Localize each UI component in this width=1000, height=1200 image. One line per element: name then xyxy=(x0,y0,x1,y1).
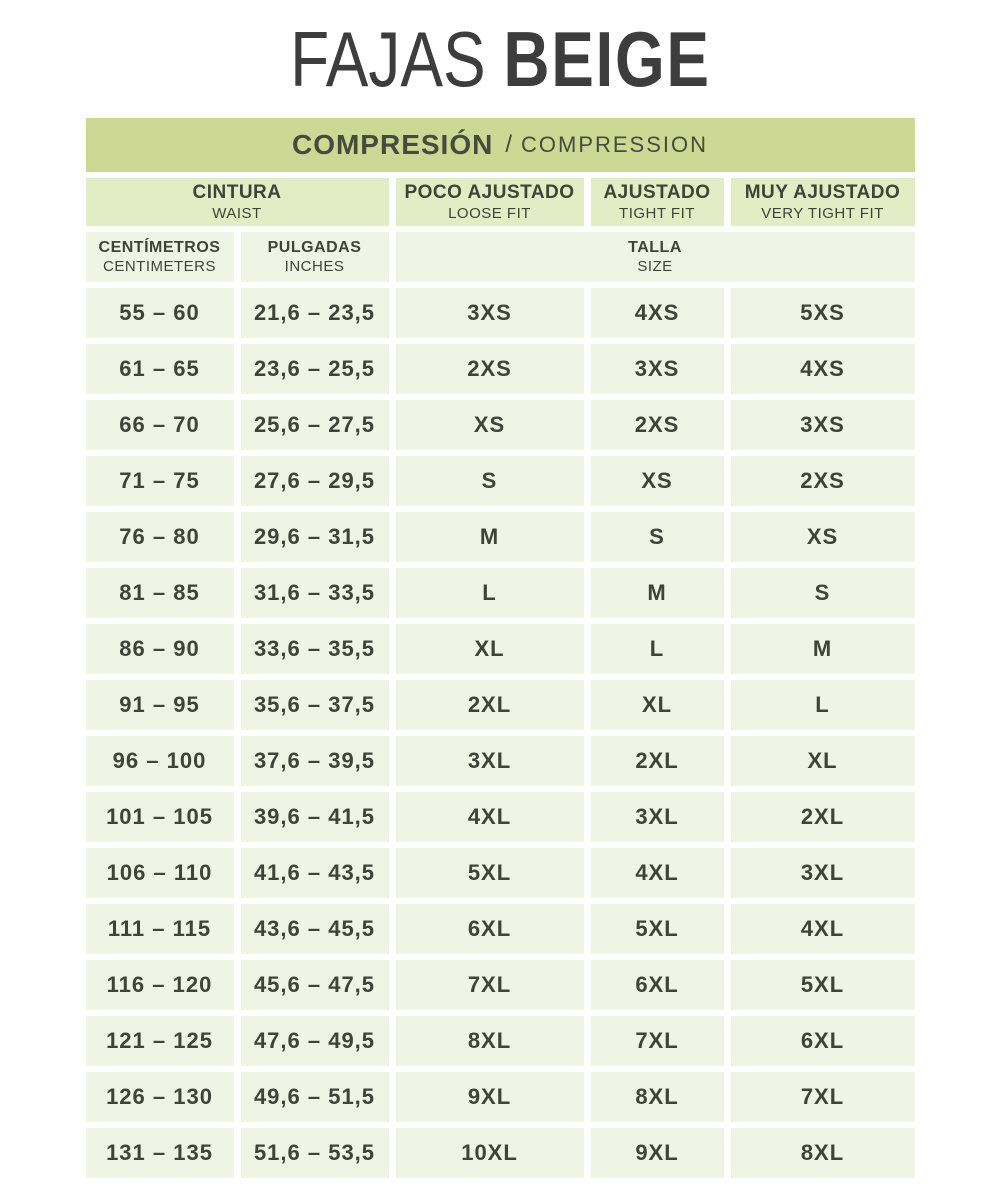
cell-loose-fit-size: S xyxy=(396,456,584,506)
cell-very-tight-fit-size: M xyxy=(731,624,915,674)
cell-very-tight-fit-size: 7XL xyxy=(731,1072,915,1122)
header-very-tight-fit-en: VERY TIGHT FIT xyxy=(761,205,884,222)
cell-tight-fit-size: 6XL xyxy=(591,960,724,1010)
header-cintura xyxy=(86,178,389,226)
header-cintura-es: CINTURA xyxy=(192,182,282,203)
cell-centimeters: 55 – 60 xyxy=(86,288,234,338)
table-row xyxy=(86,680,915,730)
table-row xyxy=(86,400,915,450)
cell-centimeters: 121 – 125 xyxy=(86,1016,234,1066)
table-row xyxy=(86,624,915,674)
cell-inches: 41,6 – 43,5 xyxy=(241,848,389,898)
cell-tight-fit-size: 2XS xyxy=(591,400,724,450)
size-table xyxy=(86,118,915,1178)
table-body xyxy=(86,288,915,1178)
cell-very-tight-fit-size: 4XL xyxy=(731,904,915,954)
cell-tight-fit-size: XS xyxy=(591,456,724,506)
brand-title-beige: BEIGE xyxy=(503,15,711,103)
compression-label-en: COMPRESSION xyxy=(521,132,709,157)
cell-centimeters: 131 – 135 xyxy=(86,1128,234,1178)
cell-tight-fit-size: 4XS xyxy=(591,288,724,338)
header-size-es: TALLA xyxy=(628,239,682,256)
cell-tight-fit-size: 3XS xyxy=(591,344,724,394)
cell-loose-fit-size: 2XS xyxy=(396,344,584,394)
cell-tight-fit-size: XL xyxy=(591,680,724,730)
cell-loose-fit-size: 7XL xyxy=(396,960,584,1010)
cell-very-tight-fit-size: 2XS xyxy=(731,456,915,506)
cell-centimeters: 91 – 95 xyxy=(86,680,234,730)
header-very-tight-fit xyxy=(731,178,915,226)
header-centimeters-es: CENTÍMETROS xyxy=(98,239,221,256)
table-row xyxy=(86,568,915,618)
cell-loose-fit-size: M xyxy=(396,512,584,562)
table-row xyxy=(86,736,915,786)
header-very-tight-fit-es: MUY AJUSTADO xyxy=(744,182,901,203)
table-row xyxy=(86,792,915,842)
cell-inches: 39,6 – 41,5 xyxy=(241,792,389,842)
header-centimeters-en: CENTIMETERS xyxy=(102,258,216,275)
cell-loose-fit-size: 4XL xyxy=(396,792,584,842)
header-loose-fit-en: LOOSE FIT xyxy=(448,205,531,222)
header-size-en: SIZE xyxy=(637,258,673,275)
cell-loose-fit-size: 5XL xyxy=(396,848,584,898)
cell-tight-fit-size: 7XL xyxy=(591,1016,724,1066)
header-inches-en: INCHES xyxy=(284,258,345,275)
table-row xyxy=(86,960,915,1010)
brand-title-fajas: FAJAS xyxy=(289,15,486,103)
cell-very-tight-fit-size: 4XS xyxy=(731,344,915,394)
brand-title xyxy=(289,15,711,103)
cell-centimeters: 71 – 75 xyxy=(86,456,234,506)
cell-centimeters: 111 – 115 xyxy=(86,904,234,954)
cell-centimeters: 116 – 120 xyxy=(86,960,234,1010)
table-row xyxy=(86,456,915,506)
cell-tight-fit-size: 2XL xyxy=(591,736,724,786)
cell-inches: 33,6 – 35,5 xyxy=(241,624,389,674)
cell-inches: 37,6 – 39,5 xyxy=(241,736,389,786)
cell-centimeters: 76 – 80 xyxy=(86,512,234,562)
cell-centimeters: 86 – 90 xyxy=(86,624,234,674)
cell-very-tight-fit-size: L xyxy=(731,680,915,730)
cell-inches: 27,6 – 29,5 xyxy=(241,456,389,506)
cell-inches: 51,6 – 53,5 xyxy=(241,1128,389,1178)
cell-tight-fit-size: 3XL xyxy=(591,792,724,842)
cell-inches: 23,6 – 25,5 xyxy=(241,344,389,394)
table-row xyxy=(86,288,915,338)
cell-inches: 25,6 – 27,5 xyxy=(241,400,389,450)
cell-centimeters: 106 – 110 xyxy=(86,848,234,898)
cell-very-tight-fit-size: 5XS xyxy=(731,288,915,338)
header-inches xyxy=(241,232,389,282)
cell-loose-fit-size: 9XL xyxy=(396,1072,584,1122)
cell-very-tight-fit-size: 6XL xyxy=(731,1016,915,1066)
cell-loose-fit-size: 10XL xyxy=(396,1128,584,1178)
cell-loose-fit-size: 8XL xyxy=(396,1016,584,1066)
cell-inches: 47,6 – 49,5 xyxy=(241,1016,389,1066)
cell-centimeters: 101 – 105 xyxy=(86,792,234,842)
cell-centimeters: 126 – 130 xyxy=(86,1072,234,1122)
cell-very-tight-fit-size: XL xyxy=(731,736,915,786)
fit-header-row xyxy=(86,178,915,226)
table-row xyxy=(86,1128,915,1178)
cell-tight-fit-size: M xyxy=(591,568,724,618)
cell-loose-fit-size: XL xyxy=(396,624,584,674)
cell-tight-fit-size: 8XL xyxy=(591,1072,724,1122)
cell-loose-fit-size: 2XL xyxy=(396,680,584,730)
compression-label-es: COMPRESIÓN xyxy=(291,129,494,160)
cell-inches: 29,6 – 31,5 xyxy=(241,512,389,562)
cell-loose-fit-size: 3XL xyxy=(396,736,584,786)
header-size xyxy=(396,232,915,282)
cell-very-tight-fit-size: 5XL xyxy=(731,960,915,1010)
header-loose-fit xyxy=(396,178,584,226)
cell-centimeters: 96 – 100 xyxy=(86,736,234,786)
cell-very-tight-fit-size: S xyxy=(731,568,915,618)
table-row xyxy=(86,904,915,954)
table-row xyxy=(86,848,915,898)
table-row xyxy=(86,1072,915,1122)
header-inches-es: PULGADAS xyxy=(267,239,362,256)
table-row xyxy=(86,512,915,562)
table-row xyxy=(86,1016,915,1066)
cell-loose-fit-size: XS xyxy=(396,400,584,450)
cell-centimeters: 81 – 85 xyxy=(86,568,234,618)
cell-tight-fit-size: S xyxy=(591,512,724,562)
cell-inches: 45,6 – 47,5 xyxy=(241,960,389,1010)
cell-centimeters: 66 – 70 xyxy=(86,400,234,450)
header-centimeters xyxy=(86,232,234,282)
cell-loose-fit-size: 3XS xyxy=(396,288,584,338)
cell-inches: 49,6 – 51,5 xyxy=(241,1072,389,1122)
cell-loose-fit-size: L xyxy=(396,568,584,618)
header-tight-fit xyxy=(591,178,724,226)
cell-inches: 21,6 – 23,5 xyxy=(241,288,389,338)
cell-very-tight-fit-size: 3XL xyxy=(731,848,915,898)
cell-tight-fit-size: 4XL xyxy=(591,848,724,898)
cell-tight-fit-size: 9XL xyxy=(591,1128,724,1178)
header-loose-fit-es: POCO AJUSTADO xyxy=(404,182,575,203)
cell-very-tight-fit-size: 2XL xyxy=(731,792,915,842)
table-row xyxy=(86,344,915,394)
compression-separator: / xyxy=(505,131,512,158)
cell-very-tight-fit-size: 3XS xyxy=(731,400,915,450)
cell-loose-fit-size: 6XL xyxy=(396,904,584,954)
cell-inches: 35,6 – 37,5 xyxy=(241,680,389,730)
cell-inches: 31,6 – 33,5 xyxy=(241,568,389,618)
compression-header-band xyxy=(86,118,915,172)
header-tight-fit-es: AJUSTADO xyxy=(603,182,711,203)
cell-tight-fit-size: 5XL xyxy=(591,904,724,954)
cell-inches: 43,6 – 45,5 xyxy=(241,904,389,954)
cell-very-tight-fit-size: XS xyxy=(731,512,915,562)
page-title xyxy=(0,0,1000,118)
unit-header-row xyxy=(86,232,915,282)
cell-very-tight-fit-size: 8XL xyxy=(731,1128,915,1178)
cell-centimeters: 61 – 65 xyxy=(86,344,234,394)
header-cintura-en: WAIST xyxy=(212,205,262,222)
cell-tight-fit-size: L xyxy=(591,624,724,674)
header-tight-fit-en: TIGHT FIT xyxy=(619,205,695,222)
